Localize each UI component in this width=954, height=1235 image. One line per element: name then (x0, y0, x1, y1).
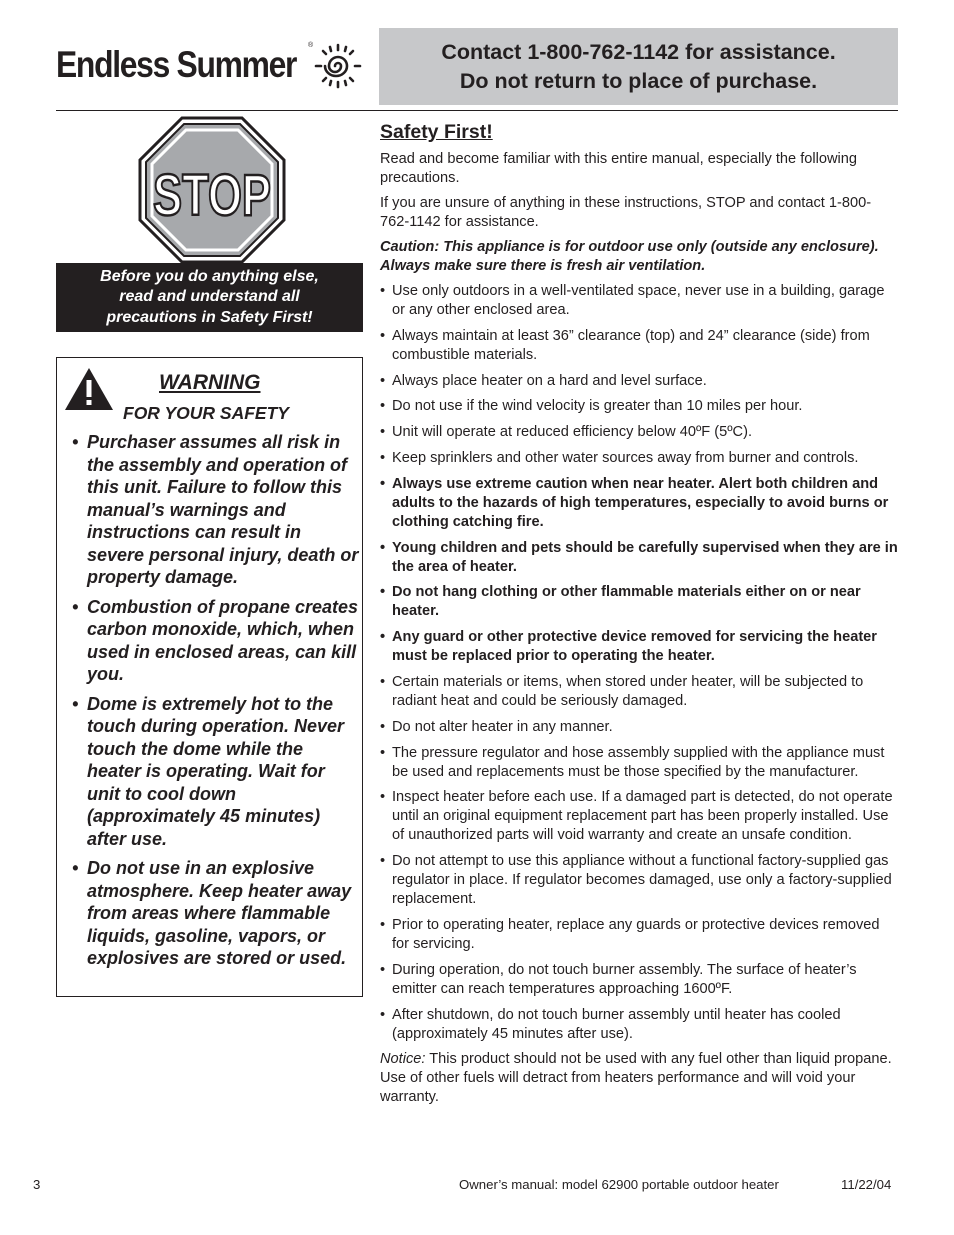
safety-intro-2: If you are unsure of anything in these instructions, STOP and contact 1-800-762-1142 for assistance. (380, 195, 872, 230)
safety-item: • Do not alter heater in any manner. (380, 718, 900, 737)
stop-sign-icon (136, 116, 288, 266)
brand-name: Endless Summer (56, 44, 297, 85)
safety-item: • After shutdown, do not touch burner assembly until heater has cooled (approximately 45 minutes after use). (380, 1006, 900, 1044)
brand-logo (56, 40, 368, 94)
safety-item: • Always maintain at least 36” clearance (top) and 24” clearance (side) from combustible materials. (380, 327, 900, 365)
stop-caption-line-1: Before you do anything else, (100, 267, 319, 285)
warning-item: • Dome is extremely hot to the touch during operation. Never touch the dome while the heater is operating. Wait for unit to cool down (approximately 45 minutes) after use. (71, 693, 359, 851)
stop-caption-line-3: precautions in Safety First! (106, 308, 313, 326)
safety-item: • Do not hang clothing or other flammable materials either on or near heater. (380, 583, 900, 621)
footer-manual-title: Owner’s manual: model 62900 portable outdoor heater (459, 1177, 779, 1192)
safety-intro-1: Read and become familiar with this entire manual, especially the following precautions. (380, 151, 857, 186)
safety-item: • Unit will operate at reduced efficiency below 40ºF (5ºC). (380, 423, 900, 442)
notice-label: Notice: (380, 1051, 426, 1068)
safety-item: • Always use extreme caution when near heater. Alert both children and adults to the hazards of high temperatures, especially to avoid burns or clothing catching fire. (380, 475, 900, 532)
contact-line-2: Do not return to place of purchase. (459, 68, 818, 93)
notice-paragraph (380, 1050, 900, 1107)
safety-item: • Do not use if the wind velocity is greater than 10 miles per hour. (380, 397, 900, 416)
warning-title: WARNING (159, 371, 261, 394)
safety-item: • Prior to operating heater, replace any guards or protective devices removed for servicing. (380, 916, 900, 954)
stop-caption-line-2: read and understand all (119, 288, 300, 306)
safety-section (380, 121, 900, 1113)
safety-item: • During operation, do not touch burner assembly. The surface of heater’s emitter can reach temperatures approaching 1600ºF. (380, 961, 900, 999)
warning-item: • Combustion of propane creates carbon monoxide, which, when used in enclosed areas, can kill you. (71, 596, 359, 686)
sun-spiral-icon (310, 42, 366, 90)
warning-list (71, 431, 359, 977)
caution-note: Caution: This appliance is for outdoor use only (outside any enclosure). Always make sure there is fresh air ventilation. (380, 239, 879, 274)
safety-item: • Any guard or other protective device removed for servicing the heater must be replaced prior to operating the heater. (380, 628, 900, 666)
stop-sign-text: STOP (153, 163, 271, 228)
warning-subtitle: FOR YOUR SAFETY (123, 403, 289, 423)
safety-item: • Young children and pets should be carefully supervised when they are in the area of heater. (380, 539, 900, 577)
stop-caption (56, 263, 363, 332)
header-divider (56, 110, 898, 111)
warning-box (56, 357, 363, 997)
warning-item: • Purchaser assumes all risk in the assembly and operation of this unit. Failure to follow this manual’s warnings and instructions can result in severe personal injury, death or property damage. (71, 431, 359, 589)
footer-date: 11/22/04 (841, 1177, 892, 1192)
safety-item: • The pressure regulator and hose assembly supplied with the appliance must be used and replacements must be those specified by the manufacturer. (380, 744, 900, 782)
notice-text: This product should not be used with any fuel other than liquid propane. Use of other fuels will detract from heaters performance and will void your warranty. (380, 1051, 892, 1106)
contact-banner (379, 28, 898, 105)
safety-item: • Use only outdoors in a well-ventilated space, never use in a building, garage or any other enclosed area. (380, 282, 900, 320)
safety-item: • Inspect heater before each use. If a damaged part is detected, do not operate until an original equipment replacement part has been properly installed. Use of unauthorized parts will void warranty and create an unsafe condition. (380, 788, 900, 845)
safety-item: • Always place heater on a hard and level surface. (380, 372, 900, 391)
page-number: 3 (33, 1177, 41, 1192)
warning-item: • Do not use in an explosive atmosphere. Keep heater away from areas where flammable liquids, gasoline, vapors, or explosives are stored or used. (71, 857, 359, 970)
safety-title: Safety First! (380, 121, 493, 143)
registered-mark: ® (308, 42, 314, 49)
safety-item: • Do not attempt to use this appliance without a functional factory-supplied gas regulator in place. If regulator becomes damaged, use only a factory-supplied replacement. (380, 852, 900, 909)
warning-triangle-icon (63, 366, 115, 412)
safety-item: • Keep sprinklers and other water sources away from burner and controls. (380, 449, 900, 468)
contact-line-1: Contact 1-800-762-1142 for assistance. (441, 39, 836, 64)
safety-item: • Certain materials or items, when stored under heater, will be subjected to radiant heat and could be seriously damaged. (380, 673, 900, 711)
safety-list (380, 282, 900, 1044)
